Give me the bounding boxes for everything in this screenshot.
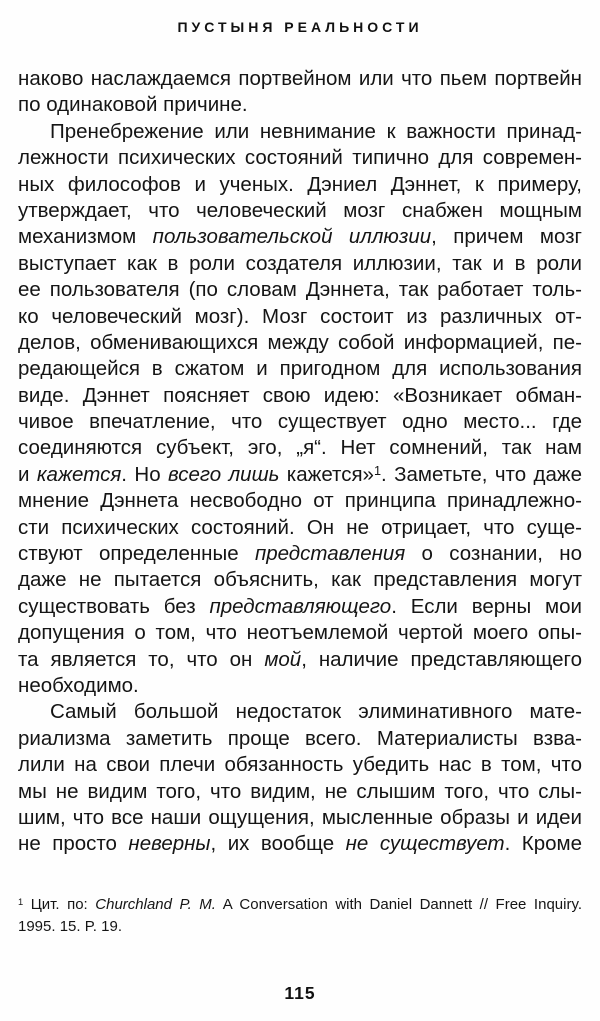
text-line: риализма заметить проще всего. Материалисты взва- [18, 726, 582, 750]
text-line: лили на свои плечи обязанность убедить нас в том, что [18, 753, 582, 777]
text-line: даже не пытается объяснить, как представления могут [18, 568, 582, 592]
text-line: ных философов и ученых. Дэниел Дэннет, к примеру, [18, 172, 582, 196]
text-line: и кажется. Но всего лишь кажется»1. Заметьте, что даже [18, 462, 582, 486]
text-line: наково наслаждаемся портвейном или что пьем портвейн [18, 67, 582, 90]
text-line: необходимо. [18, 673, 139, 697]
text-line: чивое впечатление, что существует одно место... где [18, 410, 582, 434]
text-line: мнение Дэннета несвободно от принципа принадлежно- [18, 489, 582, 513]
text-line: Самый большой недостаток элиминативного мате- [50, 700, 582, 724]
text-line: виде. Дэннет поясняет свою идею: «Возникает обман- [18, 383, 582, 407]
text-line: сти психических состояний. Он не отрицает, что суще- [18, 515, 582, 539]
text-line: лежности психических состояний типично для современ- [18, 146, 582, 170]
text-line: шим, что все наши ощущения, мысленные образы и идеи [18, 805, 582, 829]
chapter-header: ПУСТЫНЯ РЕАЛЬНОСТИ [177, 19, 423, 35]
text-line: не просто неверны, их вообще не существует. Кроме [18, 832, 582, 856]
text-line: редающейся в сжатом и пригодном для использования [18, 357, 582, 381]
text-line: соединяются субъект, эго, „я“. Нет сомнений, так нам [18, 436, 582, 460]
page-number: 115 [284, 982, 316, 1003]
text-line: существовать без представляющего. Если верны мои [18, 594, 582, 618]
text-line: утверждает, что человеческий мозг снабжен мощным [18, 198, 582, 222]
text-line: Пренебрежение или невнимание к важности принад- [50, 119, 582, 143]
text-line: по одинаковой причине. [18, 93, 248, 117]
text-line: та является то, что он мой, наличие представляющего [18, 647, 582, 671]
text-line: ствуют определенные представления о сознании, но [18, 542, 582, 566]
text-line: 1 Цит. по: Churchland P. M. A Conversation with Daniel Dannett // Free Inquiry. [18, 895, 582, 913]
text-line: выступает как в роли создателя иллюзии, так и в роли [18, 251, 582, 275]
text-line: механизмом пользовательской иллюзии, причем мозг [18, 225, 582, 249]
text-line: допущения о том, что неотъемлемой чертой моего опы- [18, 621, 582, 645]
text-line: 1995. 15. P. 19. [18, 917, 122, 935]
text-line: мы не видим того, что видим, не слышим того, что слы- [18, 779, 582, 803]
footnote [18, 894, 582, 938]
text-line: ко человеческий мозг). Мозг состоит из различных от- [18, 304, 582, 328]
text-line: ее пользователя (по словам Дэннета, так работает толь- [18, 278, 582, 302]
text-line: делов, обменивающихся между собой информацией, пе- [18, 330, 582, 354]
page-content [0, 19, 600, 1004]
body-text [18, 66, 582, 858]
